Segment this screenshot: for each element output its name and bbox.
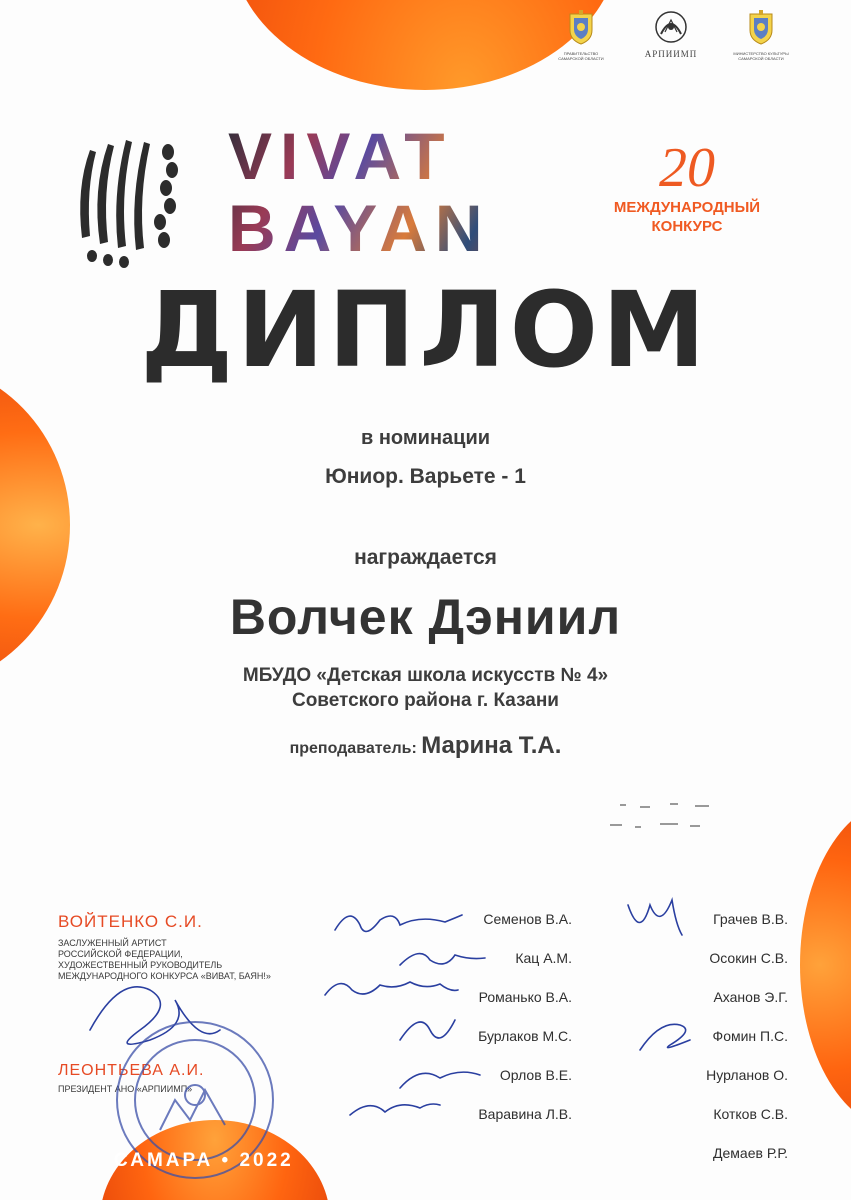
jury-member: Грачев В.В. [713,911,788,927]
jury-member: Варавина Л.В. [478,1106,572,1122]
awarded-label: награждается [354,546,497,569]
logo-government [551,10,611,61]
recipient-name: Волчек Дэниил [229,589,622,645]
director-name: ВОЙТЕНКО С.И. [58,912,203,931]
festival-logo-line2: BAYAN [228,191,491,265]
jury-member: Котков С.В. [713,1106,788,1122]
director-block [58,912,338,982]
coat-of-arms-icon [566,10,596,46]
decor-orange-circle-right [800,800,851,1130]
diploma-title: ДИПЛОМ [140,269,710,391]
president-role: ПРЕЗИДЕНТ АНО «АРПИИМП» [58,1084,193,1094]
director-title-line: ЗАСЛУЖЕННЫЙ АРТИСТ [58,938,167,948]
city-year: САМАРА • 2022 [114,1150,294,1171]
signature-director [90,987,220,1044]
edition-label-line1: МЕЖДУНАРОДНЫЙ [613,199,761,216]
edition-number: 20 [659,137,715,199]
director-title-line: РОССИЙСКОЙ ФЕДЕРАЦИИ, [58,949,183,959]
arpiimp-emblem-icon [651,10,691,44]
jury-member: Кац А.М. [515,950,572,966]
jury-member: Демаев Р.Р. [713,1145,788,1161]
coat-of-arms-icon [746,10,776,46]
scan-specks [600,800,720,834]
nomination-label: в номинации [360,427,491,449]
president-block [58,1062,318,1095]
edition-label-line2: КОНКУРС [651,218,723,235]
teacher-label: преподаватель: [289,740,417,757]
jury-member: Аханов Э.Г. [713,989,788,1005]
bayan-logo-icon [72,128,187,268]
jury-member: Романько В.А. [478,989,572,1005]
director-title-line: МЕЖДУНАРОДНОГО КОНКУРСА «ВИВАТ, БАЯН!» [58,971,271,981]
jury-list-left [420,909,572,1143]
president-name: ЛЕОНТЬЕВА А.И. [58,1062,205,1079]
edition-badge [612,138,762,236]
logo-ministry [731,10,791,61]
organization-line1: МБУДО «Детская школа искусств № 4» [242,665,609,686]
teacher-line [0,732,851,760]
jury-member: Осокин С.В. [709,950,788,966]
jury-member: Нурланов О. [706,1067,788,1083]
festival-logo-text [228,120,588,264]
jury-member: Семенов В.А. [483,911,572,927]
director-title-line: ХУДОЖЕСТВЕННЫЙ РУКОВОДИТЕЛЬ [58,960,223,970]
logo-caption: АРПИИМП [644,49,698,59]
logo-arpiimp [641,10,701,60]
logo-caption: ПРАВИТЕЛЬСТВО САМАРСКОЙ ОБЛАСТИ [558,51,604,61]
teacher-name: Марина Т.А. [421,732,562,759]
logo-caption: МИНИСТЕРСТВО КУЛЬТУРЫ САМАРСКОЙ ОБЛАСТИ [733,51,789,61]
partner-logos [551,10,791,61]
nomination-value: Юниор. Варьете - 1 [325,465,526,488]
festival-logo-line1: VIVAT [228,119,453,193]
jury-member: Фомин П.С. [712,1028,788,1044]
jury-member: Орлов В.Е. [499,1067,572,1083]
jury-list-right [620,909,788,1182]
organization-line2: Советского района г. Казани [291,690,559,711]
jury-member: Бурлаков М.С. [478,1028,572,1044]
